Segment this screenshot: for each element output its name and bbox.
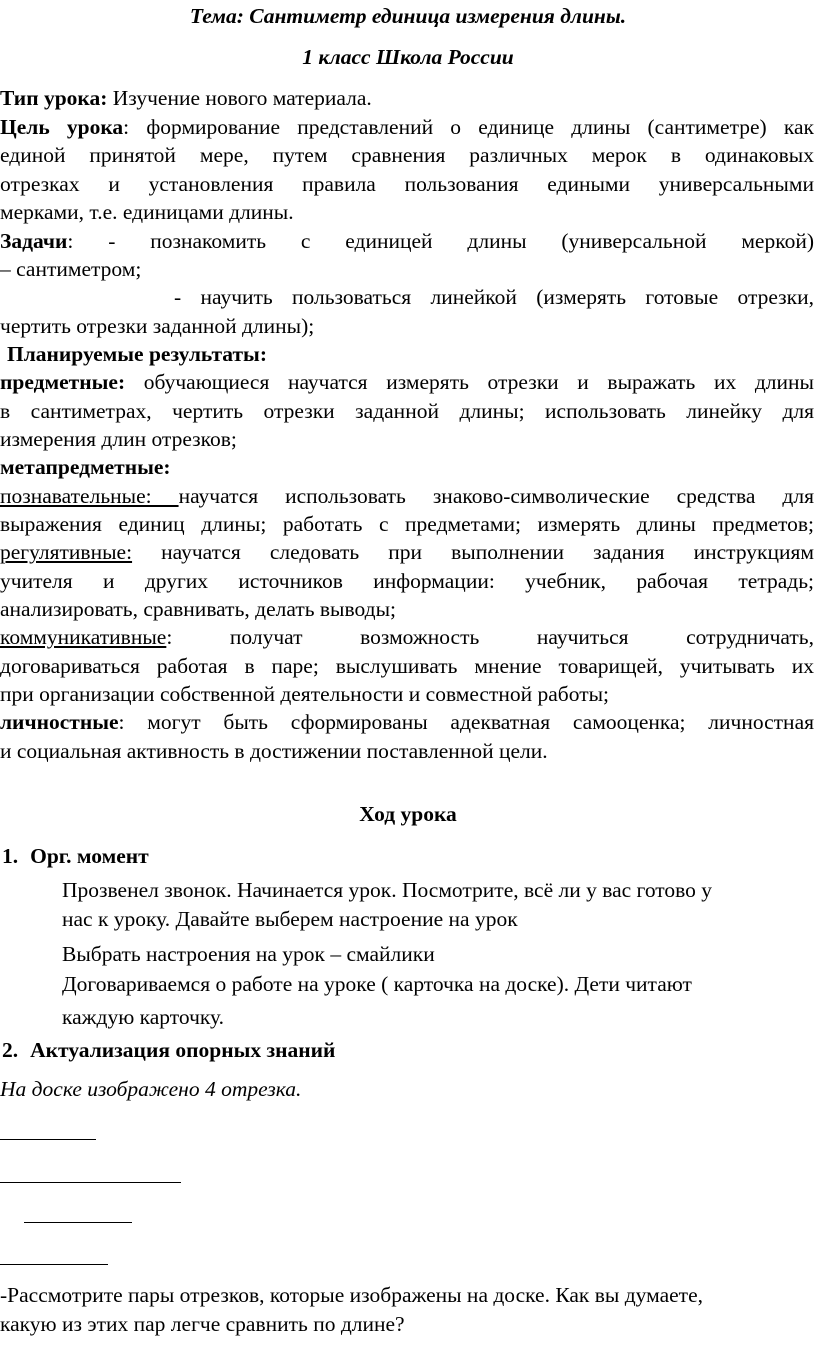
goal-line-4 bbox=[0, 198, 294, 227]
goal-line-2 bbox=[0, 141, 814, 170]
segment-1 bbox=[0, 1139, 96, 1140]
segment-4 bbox=[0, 1264, 108, 1265]
step-1-text-4: Договариваемся о работе на уроке ( карточка на доске). Дети читают bbox=[62, 972, 692, 996]
document-title bbox=[0, 2, 816, 31]
step-1-number: 1. bbox=[2, 844, 19, 868]
step-1-line-1 bbox=[62, 876, 712, 905]
goal-text-2: единой принятой мере, путем сравнения различных мерок в одинаковых bbox=[0, 143, 814, 167]
lesson-type-label: Тип урока: bbox=[0, 86, 108, 110]
communicative-text-1: : получат возможность научиться сотрудничать, bbox=[166, 625, 814, 649]
step-1-heading bbox=[2, 842, 149, 871]
subject-line-2 bbox=[0, 397, 814, 426]
meta-label bbox=[0, 453, 171, 482]
title-text: Тема: Сантиметр единица измерения длины. bbox=[189, 4, 627, 28]
step-2-heading bbox=[2, 1036, 335, 1065]
goal-text-4: мерками, т.е. единицами длины. bbox=[0, 200, 294, 224]
step-1-text-2: нас к уроку. Давайте выберем настроение на урок bbox=[62, 907, 518, 931]
regulatory-line-1 bbox=[0, 538, 814, 567]
communicative-line-3 bbox=[0, 680, 609, 709]
document-subtitle bbox=[0, 43, 816, 72]
subject-text-2: в сантиметрах, чертить отрезки заданной длины; использовать линейку для bbox=[0, 399, 814, 423]
subject-line-1 bbox=[0, 368, 814, 397]
tasks-line-3 bbox=[0, 283, 814, 312]
meta-label-text: метапредметные: bbox=[0, 455, 171, 479]
subtitle-text: 1 класс Школа России bbox=[302, 45, 514, 69]
question-line-1 bbox=[0, 1281, 703, 1310]
regulatory-text-2: учителя и других источников информации: учебник, рабочая тетрадь; bbox=[0, 569, 814, 593]
tasks-text-3: - научить пользоваться линейкой (измерять готовые отрезки, bbox=[0, 285, 814, 309]
segment-2 bbox=[0, 1182, 181, 1183]
step-2-intro bbox=[0, 1075, 301, 1104]
cognitive-text-2: выражения единиц длины; работать с предметами; измерять длины предметов; bbox=[0, 512, 814, 536]
step-1-line-5 bbox=[62, 1003, 224, 1032]
personal-text-2: и социальная активность в достижении поставленной цели. bbox=[0, 739, 548, 763]
step-1-line-2 bbox=[62, 905, 518, 934]
step-1-text-5: каждую карточку. bbox=[62, 1005, 225, 1029]
lesson-type-text: Изучение нового материала. bbox=[107, 86, 372, 110]
communicative-label: коммуникативные bbox=[0, 625, 167, 649]
goal-line-3 bbox=[0, 170, 814, 199]
results-heading-text: Планируемые результаты: bbox=[7, 342, 268, 366]
segment-3 bbox=[24, 1222, 132, 1223]
results-heading bbox=[7, 340, 267, 369]
personal-label: личностные bbox=[0, 710, 119, 734]
communicative-line-2 bbox=[0, 652, 814, 681]
step-1-text-1: Прозвенел звонок. Начинается урок. Посмотрите, всё ли у вас готово у bbox=[62, 878, 713, 902]
subject-text-3: измерения длин отрезков; bbox=[0, 427, 237, 451]
step-1-text-3: Выбрать настроения на урок – смайлики bbox=[62, 942, 435, 966]
tasks-line-4 bbox=[0, 312, 314, 341]
subject-line-3 bbox=[0, 425, 237, 454]
goal-label: Цель урока bbox=[0, 115, 124, 139]
tasks-text-4: чертить отрезки заданной длины); bbox=[0, 314, 315, 338]
step-2-number: 2. bbox=[2, 1038, 19, 1062]
step-1-title: Орг. момент bbox=[30, 844, 149, 868]
question-text-1: -Рассмотрите пары отрезков, которые изображены на доске. Как вы думаете, bbox=[0, 1283, 703, 1307]
lesson-type bbox=[0, 84, 372, 113]
goal-text-3: отрезках и установления правила пользования едиными универсальными bbox=[0, 172, 814, 196]
regulatory-line-2 bbox=[0, 567, 814, 596]
goal-text-1: : формирование представлений о единице длины (сантиметре) как bbox=[123, 115, 814, 139]
tasks-line-1 bbox=[0, 227, 814, 256]
cognitive-line-2 bbox=[0, 510, 814, 539]
step-2-title: Актуализация опорных знаний bbox=[30, 1038, 336, 1062]
tasks-line-2 bbox=[0, 255, 141, 284]
tasks-text-1: : - познакомить с единицей длины (универсальной меркой) bbox=[67, 229, 814, 253]
communicative-text-2: договариваться работая в паре; выслушивать мнение товарищей, учитывать их bbox=[0, 654, 814, 678]
regulatory-label: регулятивные: bbox=[0, 540, 133, 564]
tasks-label: Задачи bbox=[0, 229, 68, 253]
regulatory-text-3: анализировать, сравнивать, делать выводы; bbox=[0, 597, 396, 621]
step-1-line-4 bbox=[62, 970, 692, 999]
tasks-text-2: – сантиметром; bbox=[0, 257, 142, 281]
question-line-2 bbox=[0, 1310, 405, 1339]
communicative-line-1 bbox=[0, 623, 814, 652]
regulatory-line-3 bbox=[0, 595, 396, 624]
step-2-intro-text: На доске изображено 4 отрезка. bbox=[0, 1077, 302, 1101]
step-1-line-3 bbox=[62, 940, 435, 969]
cognitive-label: познавательные: bbox=[0, 484, 179, 508]
course-heading-text: Ход урока bbox=[359, 802, 457, 826]
course-heading bbox=[0, 800, 816, 829]
goal-line-1 bbox=[0, 113, 814, 142]
cognitive-line-1 bbox=[0, 482, 814, 511]
communicative-text-3: при организации собственной деятельности и совместной работы; bbox=[0, 682, 610, 706]
personal-line-2 bbox=[0, 737, 548, 766]
subject-text-1: обучающиеся научатся измерять отрезки и выражать их длины bbox=[125, 370, 814, 394]
cognitive-text-1: научатся использовать знаково-символические средства для bbox=[178, 484, 814, 508]
personal-line-1 bbox=[0, 708, 814, 737]
subject-label: предметные: bbox=[0, 370, 126, 394]
question-text-2: какую из этих пар легче сравнить по длине? bbox=[0, 1312, 405, 1336]
regulatory-text-1: научатся следовать при выполнении задания инструкциям bbox=[132, 540, 814, 564]
personal-text-1: : могут быть сформированы адекватная самооценка; личностная bbox=[118, 710, 814, 734]
